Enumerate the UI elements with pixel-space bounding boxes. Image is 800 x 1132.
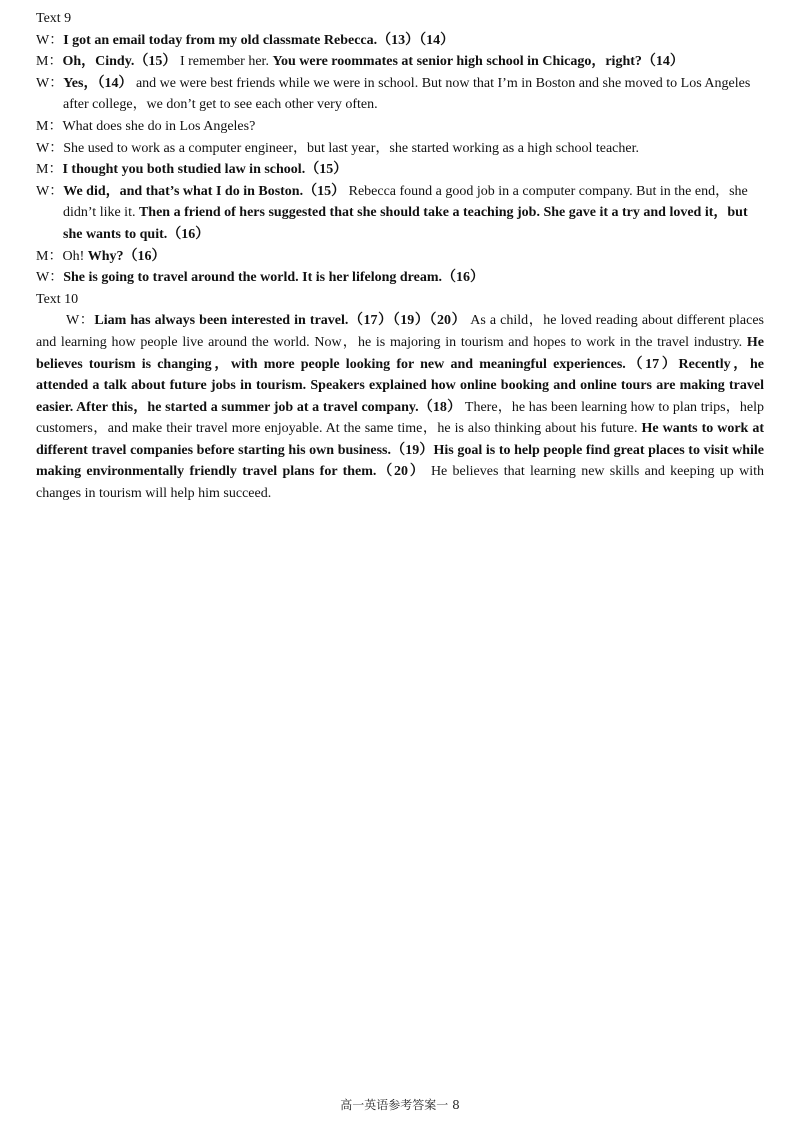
speaker-label: M： [36, 54, 63, 70]
speaker-label: W： [36, 75, 64, 91]
transcript-text: I remember her. [176, 54, 273, 70]
speaker-label: M： [36, 162, 63, 178]
transcript-text: Oh! [62, 248, 88, 264]
dialogue-turns [36, 30, 764, 289]
answer-key-text: I got an email today from my old classmate Rebecca.（13）（14） [63, 32, 455, 48]
dialogue-turn [36, 138, 764, 160]
dialogue-turn [36, 267, 764, 289]
answer-key-text: He believes tourism is changing，with more people looking for new and meaningful experiences.（17）Recently，he attended a talk about future jobs in tourism. Speakers explained how online booking and online tours are making travel easier. After this，he started a summer job at a travel company.（18） [36, 334, 764, 415]
answer-key-text: She is going to travel around the world. It is her lifelong dream.（16） [63, 270, 485, 286]
dialogue-turn [36, 30, 764, 52]
transcript-text: Rebecca found a good job in a computer company. But in the end，she didn’t like it. [63, 183, 748, 221]
dialogue-turn [36, 73, 764, 116]
transcript-text: There，he has been learning how to plan trips，help customers，and make their travel more enjoyable. At the same time，he is also thinking about his future. [36, 399, 764, 437]
transcript-text: She used to work as a computer engineer，but last year，she started working as a high school teacher. [63, 140, 639, 156]
answer-key-text: He wants to work at different travel companies before starting his own business.（19）His goal is to help people find great places to visit while making environmentally friendly travel plans for them.（20） [36, 421, 764, 480]
answer-key-text: Liam has always been interested in travel.（17）（19）（20） [94, 313, 467, 329]
page-footer: 高一英语参考答案一 8 [340, 1098, 460, 1112]
text9-section [36, 8, 764, 289]
speaker-label: W： [36, 140, 64, 156]
dialogue-turn [36, 246, 764, 268]
answer-key-text: Then a friend of hers suggested that she should take a teaching job. She gave it a try and loved it，but she wants to quit.（16） [63, 205, 748, 242]
transcript-text: W： [66, 313, 95, 329]
dialogue-turn [36, 159, 764, 181]
speaker-label: W： [36, 32, 64, 48]
answer-page [36, 8, 764, 505]
dialogue-turn [36, 181, 764, 246]
speaker-label: M： [36, 118, 63, 134]
speaker-label: W： [36, 270, 64, 286]
text10-section [36, 289, 764, 505]
dialogue-turn [36, 51, 764, 73]
speaker-label: M： [36, 248, 63, 264]
answer-key-text: I thought you both studied law in school.（15） [62, 162, 348, 178]
answer-key-text: Yes，（14） [63, 75, 133, 91]
answer-key-text: Oh，Cindy.（15） [62, 54, 177, 70]
text10-heading: Text 10 [36, 291, 79, 307]
transcript-text: What does she do in Los Angeles? [62, 118, 256, 134]
transcript-text: As a child，he loved reading about different places and learning how people live around the world. Now，he is majoring in tourism and hopes to work in the travel industry. [36, 313, 764, 350]
answer-key-text: Why?（16） [87, 248, 166, 264]
answer-key-text: We did，and that’s what I do in Boston.（15） [63, 183, 346, 199]
speaker-label: W： [36, 183, 64, 199]
monologue-paragraph [36, 310, 764, 504]
dialogue-turn [36, 116, 764, 138]
transcript-text: and we were best friends while we were in school. But now that I’m in Boston and she moved to Los Angeles after college，we don’t get to see each other very often. [63, 75, 751, 113]
transcript-text: He believes that learning new skills and keeping up with changes in tourism will help him succeed. [36, 464, 764, 502]
text9-heading: Text 9 [36, 11, 72, 26]
answer-key-text: You were roommates at senior high school in Chicago，right?（14） [272, 54, 684, 70]
